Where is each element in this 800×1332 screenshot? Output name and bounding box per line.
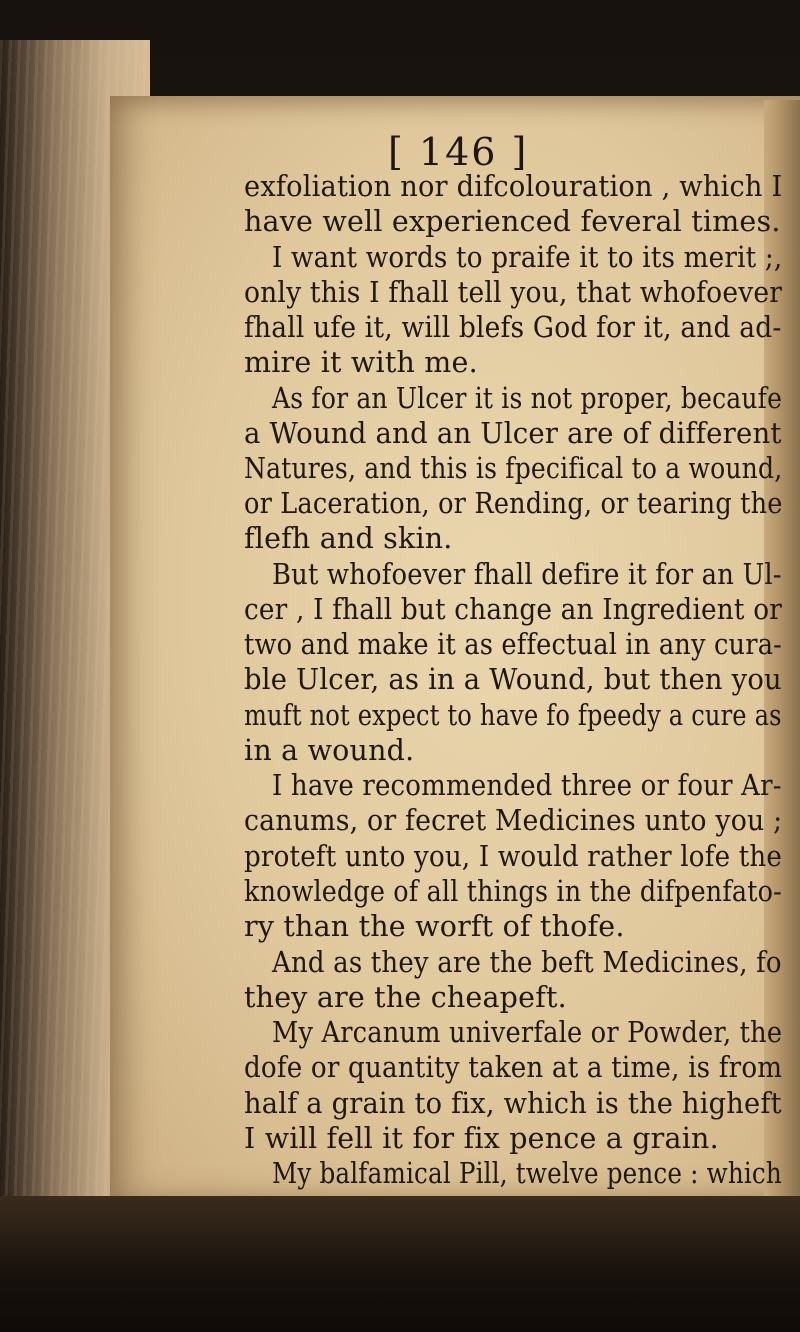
text-line: have well experienced feveral times. [244, 205, 781, 238]
text-line: half a grain to fix, which is the higheft [244, 1087, 782, 1120]
text-line: in a wound. [244, 734, 415, 767]
text-line: I have recommended three or four Ar- [272, 769, 782, 802]
text-line: My Arcanum univerfale or Powder, the [272, 1016, 783, 1049]
text-line: I want words to praife it to its merit ;, [272, 241, 783, 274]
text-line: two and make it as effectual in any cura- [244, 628, 783, 661]
text-line: they are the cheapeft. [244, 981, 567, 1014]
text-line: muft not expect to have fo fpeedy a cure as [244, 699, 782, 732]
text-line: canums, or fecret Medicines unto you ; [244, 804, 783, 837]
text-line: a Wound and an Ulcer are of different [244, 417, 782, 450]
text-line: cer , I fhall but change an Ingredient or [244, 593, 783, 626]
text-line: knowledge of all things in the difpenfato- [244, 875, 782, 908]
text-line: only this I fhall tell you, that whofoever [244, 276, 783, 309]
text-line: proteft unto you, I would rather lofe the [244, 840, 783, 873]
text-line: dofe or quantity taken at a time, is from [244, 1051, 783, 1084]
text-line: or Laceration, or Rending, or tearing the [244, 487, 783, 520]
text-line: But whofoever fhall defire it for an Ul- [272, 558, 782, 591]
text-line: fhall ufe it, will blefs God for it, and ad- [244, 311, 782, 344]
text-line: My balfamical Pill, twelve pence : which [272, 1157, 782, 1190]
bottom-shadow [0, 1196, 800, 1332]
text-line: exfoliation nor difcolouration , which I [244, 170, 783, 203]
text-line: flefh and skin. [244, 522, 453, 555]
text-line: As for an Ulcer it is not proper, becaufe [272, 382, 783, 415]
text-line: ble Ulcer, as in a Wound, but then you [244, 663, 782, 696]
text-line: I will fell it for fix pence a grain. [244, 1122, 719, 1155]
page-number: [ 146 ] [388, 130, 529, 174]
text-line: mire it with me. [244, 346, 478, 379]
text-line: ry than the worft of thofe. [244, 910, 625, 943]
text-line: Natures, and this is fpecifical to a wound, [244, 452, 783, 485]
text-line: And as they are the beft Medicines, fo [272, 946, 782, 979]
